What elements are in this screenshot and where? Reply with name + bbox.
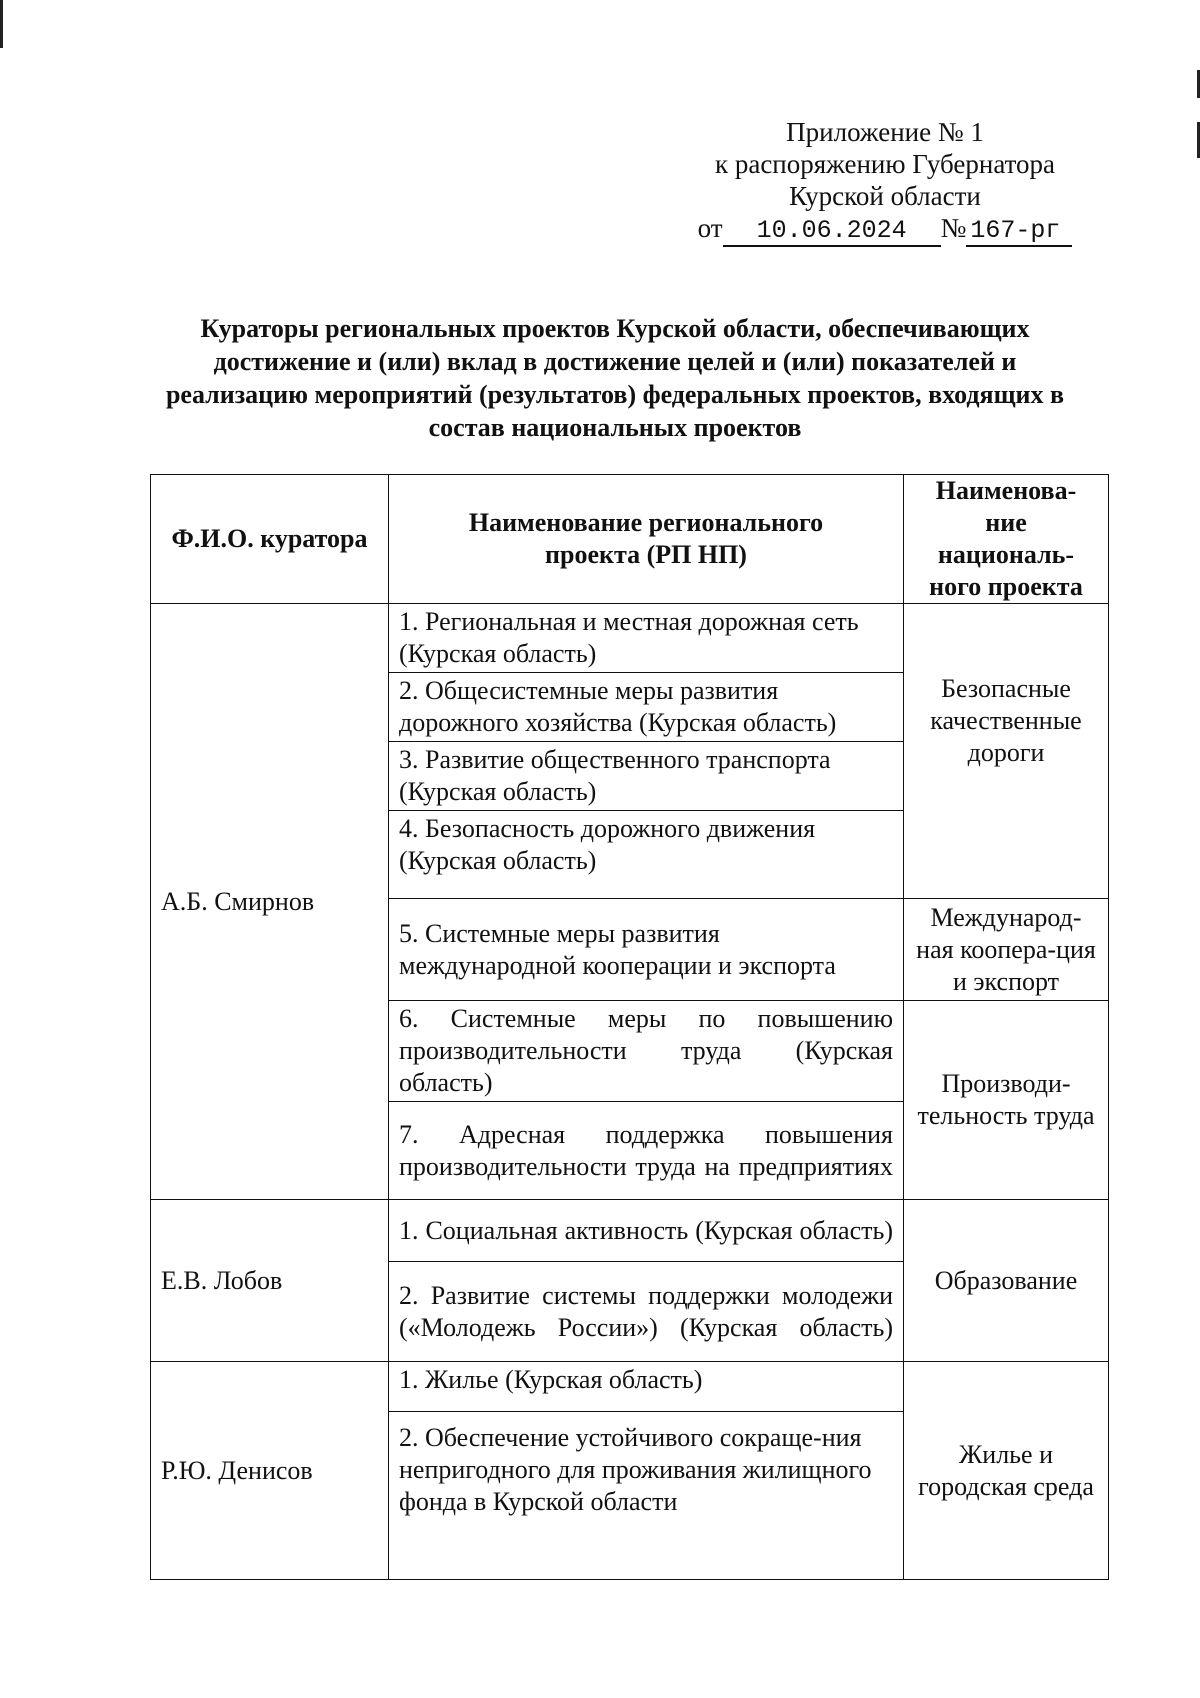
project-cell: 6. Системные меры по повышению производительности труда (Курская область) [389,1001,904,1102]
order-date: 10.06.2024 [723,217,941,247]
curators-table [150,474,1109,1580]
appendix-block [650,116,1120,247]
project-cell: 1. Региональная и местная дорожная сеть (Курская область) [389,604,904,673]
table-row [151,604,1109,673]
header-project: Наименование регионального проекта (РП НП) [389,475,904,604]
from-label: от [697,213,723,243]
project-cell: 1. Жилье (Курская область) [389,1362,904,1412]
project-cell: 4. Безопасность дорожного движения (Курская область) [389,811,904,899]
national-project-cell: Жилье и городская среда [904,1362,1109,1580]
table-row [151,1200,1109,1262]
project-cell: 2. Развитие системы поддержки молодежи («Молодежь России») (Курская область) [389,1262,904,1362]
table-row [151,1362,1109,1412]
appendix-line-1: Приложение № 1 [786,117,984,147]
document-title: Кураторы региональных проектов Курской области, обеспечивающих достижение и (или) вклад в достижение целей и (или) показателей и реализацию мероприятий (результатов) федеральных проектов, входящих в состав национальных проектов [165,314,1065,442]
project-cell: 2. Обеспечение устойчивого сокраще-ния непригодного для проживания жилищного фонда в Курской области [389,1412,904,1580]
project-cell: 7. Адресная поддержка повышения производительности труда на предприятиях [389,1102,904,1200]
scan-edge-mark [0,0,3,48]
national-project-cell: Международ-ная коопера-ция и экспорт [904,899,1109,1001]
curator-cell: Е.В. Лобов [151,1200,389,1362]
curator-cell: Р.Ю. Денисов [151,1362,389,1580]
appendix-date-line [650,212,1120,247]
curator-cell: А.Б. Смирнов [151,604,389,1200]
table-header-row [151,475,1109,604]
appendix-line-3: Курской области [789,181,981,211]
national-project-cell: Образование [904,1200,1109,1362]
header-national: Наименова-ние националь-ного проекта [904,475,1109,604]
number-label: № [940,213,967,243]
project-cell: 5. Системные меры развития международной кооперации и экспорта [389,899,904,1001]
national-project-cell: Безопасные качественные дороги [904,604,1109,899]
header-curator: Ф.И.О. куратора [151,475,389,604]
national-project-cell: Производи-тельность труда [904,1001,1109,1200]
project-cell: 2. Общесистемные меры развития дорожного хозяйства (Курская область) [389,673,904,742]
order-number: 167-рг [966,217,1072,247]
project-cell: 1. Социальная активность (Курская область) [389,1200,904,1262]
appendix-line-2: к распоряжению Губернатора [714,149,1056,179]
project-cell: 3. Развитие общественного транспорта (Курская область) [389,742,904,811]
